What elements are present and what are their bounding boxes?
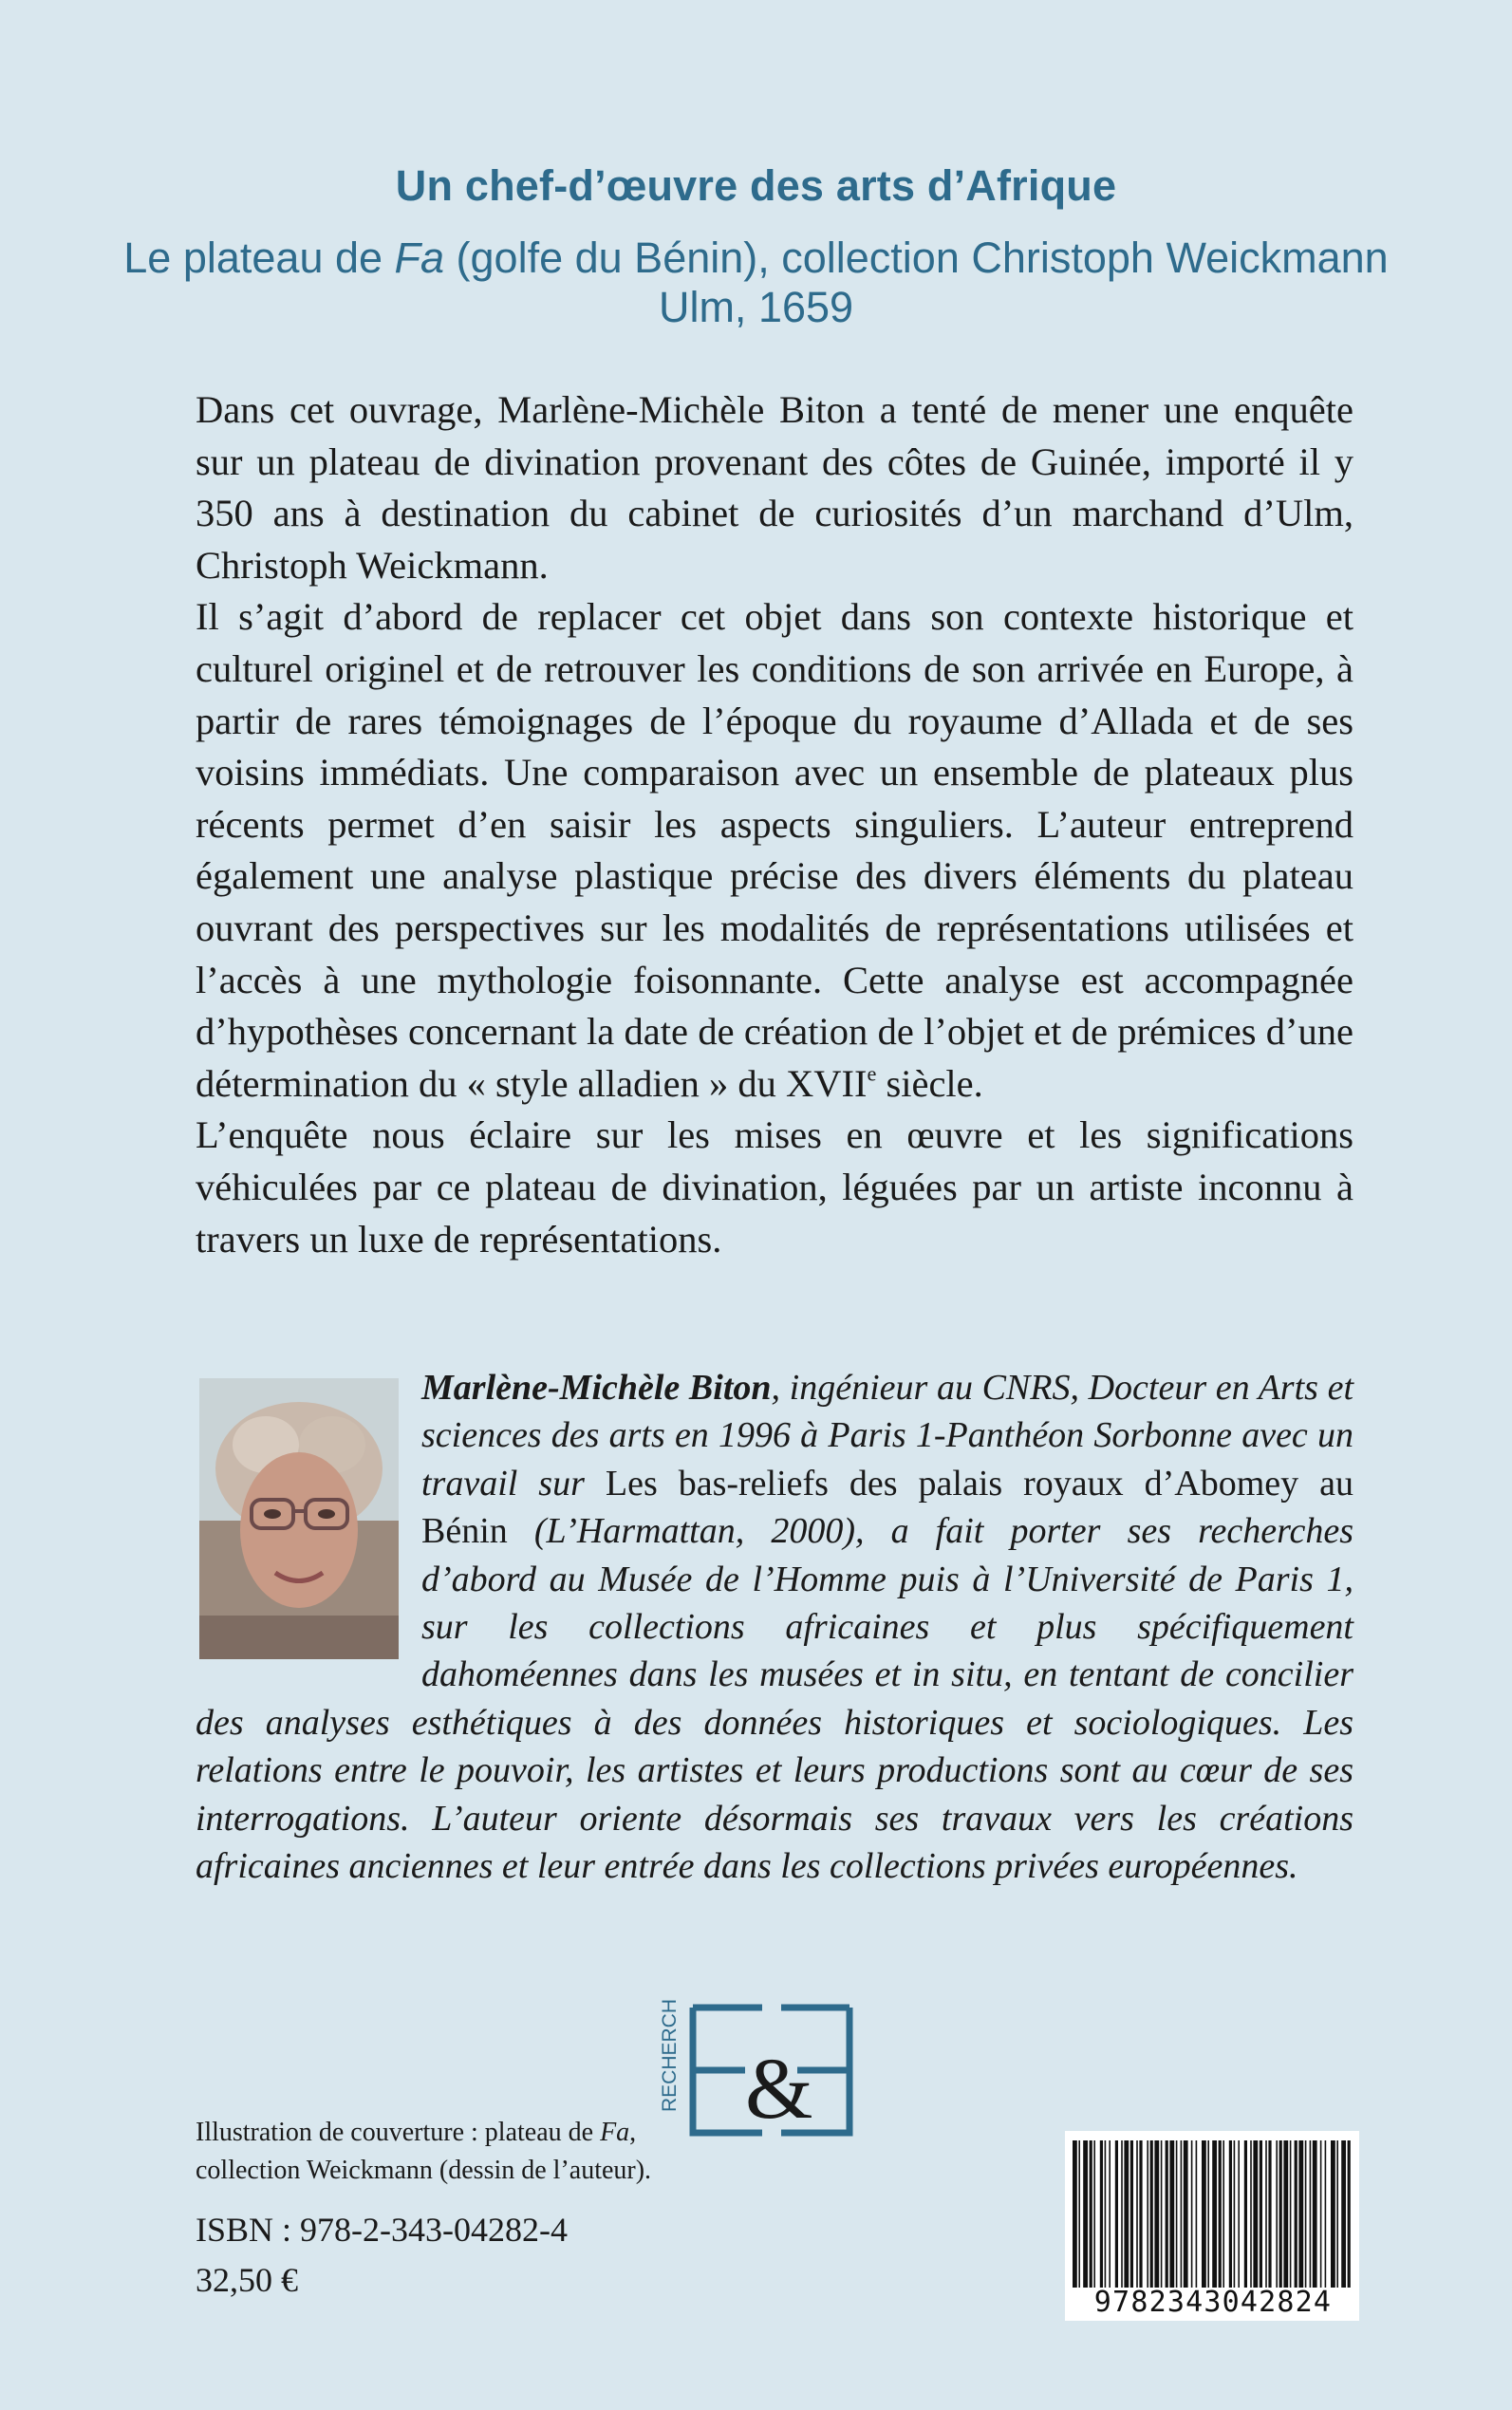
- isbn-number: ISBN : 978-2-343-04282-4: [196, 2211, 568, 2249]
- barcode-bar: [1090, 2140, 1092, 2288]
- subtitle-text-after: (golfe du Bénin), collection Christoph Weickmann: [444, 234, 1389, 282]
- logo-ampersand: &: [745, 2040, 813, 2137]
- credit-line1-after: ,: [629, 2118, 637, 2147]
- barcode-bar: [1093, 2140, 1095, 2288]
- subtitle-text-before: Le plateau de: [123, 234, 395, 282]
- barcode-bar: [1181, 2140, 1183, 2288]
- barcode-bar: [1268, 2140, 1271, 2288]
- barcode-bar: [1124, 2140, 1129, 2288]
- barcode-bar: [1166, 2140, 1168, 2288]
- barcode-bar: [1325, 2140, 1327, 2288]
- author-book-title: Les bas-reliefs des palais royaux d’Abomey au Bénin: [421, 1463, 1353, 1552]
- barcode-bar: [1176, 2140, 1178, 2288]
- barcode-bar: [1310, 2140, 1312, 2288]
- barcode-bar: [1253, 2140, 1258, 2288]
- barcode-bar: [1290, 2140, 1292, 2288]
- logo-vertical-text: RECHERCHE: [659, 1998, 681, 2112]
- portrait-spacer: [196, 1364, 421, 1698]
- barcode-bar: [1147, 2140, 1148, 2288]
- author-biography: [196, 1364, 1353, 1890]
- barcode-bar: [1202, 2140, 1206, 2288]
- barcode-bar: [1130, 2140, 1133, 2288]
- barcode-bar: [1109, 2140, 1111, 2288]
- barcode-bar: [1121, 2140, 1123, 2288]
- barcode-bar: [1100, 2140, 1103, 2288]
- book-subtitle: [0, 234, 1512, 332]
- description-paragraph-1: Dans cet ouvrage, Marlène-Michèle Biton a tenté de mener une enquête sur un plateau de divination provenant des côtes de Guinée, importé il y 350 ans à destination du cabinet de curiosités d’un marchand d’Ulm, Christoph Weickmann.: [196, 388, 1353, 587]
- barcode-bar: [1336, 2140, 1338, 2288]
- barcode-bar: [1279, 2140, 1282, 2288]
- barcode-bar: [1139, 2140, 1142, 2288]
- credit-line1-before: Illustration de couverture : plateau de: [196, 2118, 601, 2147]
- barcode-bar: [1115, 2140, 1118, 2288]
- author-bio-part-2: (L’Harmattan, 2000), a fait porter ses recherches d’abord au Musée de l’Homme puis à l’Université de Paris 1, sur les collections africaines et plus spécifiquement dahoméennes dans les musées et in situ, en tentant de concilier des analyses esthétiques à des données historiques et sociologiques. Les relations entre le pouvoir, les artistes et leurs productions sont au cœur de ses interrogations. L’auteur oriente désormais ses travaux vers les créations africaines anciennes et leur entrée dans les collections privées européennes.: [196, 1511, 1353, 1887]
- barcode-bar: [1341, 2140, 1346, 2288]
- description-paragraph-2-end: siècle.: [876, 1061, 983, 1105]
- barcode-bar: [1276, 2140, 1278, 2288]
- cover-illustration-credit: [196, 2114, 765, 2190]
- barcode-bar: [1234, 2140, 1236, 2288]
- description-paragraph-2: [196, 591, 1353, 1110]
- barcode-bar: [1250, 2140, 1252, 2288]
- description-paragraph-3: L’enquête nous éclaire sur les mises en œuvre et les significations véhiculées par ce plateau de divination, léguées par un artiste inconnu à travers un luxe de représentations.: [196, 1113, 1353, 1261]
- barcode-bar: [1169, 2140, 1174, 2288]
- barcode-bar: [1348, 2140, 1351, 2288]
- author-name: Marlène-Michèle Biton: [421, 1368, 772, 1408]
- book-description: [196, 384, 1353, 1265]
- price: 32,50 €: [196, 2261, 298, 2299]
- subtitle-line2: Ulm, 1659: [658, 283, 854, 331]
- barcode-bar: [1305, 2140, 1307, 2288]
- barcode-bar: [1207, 2140, 1209, 2288]
- author-bio-part-1: , ingénieur au CNRS, Docteur en Arts et sciences des arts en 1996 à Paris 1-Panthéon Sorbonne avec un travail sur: [421, 1368, 1353, 1504]
- barcode-bar: [1229, 2140, 1232, 2288]
- barcode-bar: [1184, 2140, 1188, 2288]
- book-title: Un chef-d’œuvre des arts d’Afrique: [395, 161, 1117, 210]
- barcode-bar: [1223, 2140, 1224, 2288]
- barcode-bar: [1191, 2140, 1193, 2288]
- barcode-digits: 9782343042824: [1093, 2286, 1333, 2319]
- barcode-bar: [1320, 2140, 1322, 2288]
- barcode-bar: [1298, 2140, 1303, 2288]
- barcode-bar: [1078, 2140, 1080, 2288]
- barcode-bar: [1212, 2140, 1217, 2288]
- barcode-bar: [1196, 2140, 1198, 2288]
- barcode-bar: [1154, 2140, 1159, 2288]
- subtitle-italic-fa: Fa: [394, 234, 445, 282]
- barcode-bar: [1331, 2140, 1335, 2288]
- barcode-bar: [1260, 2140, 1262, 2288]
- barcode-bar: [1083, 2140, 1088, 2288]
- barcode-bar: [1313, 2140, 1317, 2288]
- barcode-bar: [1219, 2140, 1222, 2288]
- barcode-bar: [1150, 2140, 1153, 2288]
- credit-line2: collection Weickmann (dessin de l’auteur).: [196, 2156, 652, 2185]
- barcode-bar: [1105, 2140, 1107, 2288]
- barcode-bar: [1073, 2140, 1077, 2288]
- description-paragraph-2-text: Il s’agit d’abord de replacer cet objet dans son contexte historique et culturel originel et de retrouver les conditions de son arrivée en Europe, à partir de rares témoignages de l’époque du royaume d’Allada et de ses voisins immédiats. Une comparaison avec un ensemble de plateaux plus récents permet d’en saisir les aspects singuliers. L’auteur entreprend également une analyse plastique précise des divers éléments du plateau ouvrant des perspectives sur les modalités de représentations utilisées et l’accès à une mythologie foisonnante. Cette analyse est accompagnée d’hypothèses concernant la date de création de l’objet et de prémices d’une détermination du « style alladien » du XVII: [196, 595, 1353, 1105]
- barcode-bar: [1295, 2140, 1297, 2288]
- superscript-e: e: [867, 1061, 877, 1086]
- barcode-bar: [1136, 2140, 1138, 2288]
- barcode-bar: [1161, 2140, 1163, 2288]
- barcode-bar: [1238, 2140, 1240, 2288]
- credit-italic-fa: Fa: [600, 2118, 630, 2147]
- barcode-bar: [1244, 2140, 1247, 2288]
- barcode-bar: [1265, 2140, 1267, 2288]
- barcode-bar: [1283, 2140, 1288, 2288]
